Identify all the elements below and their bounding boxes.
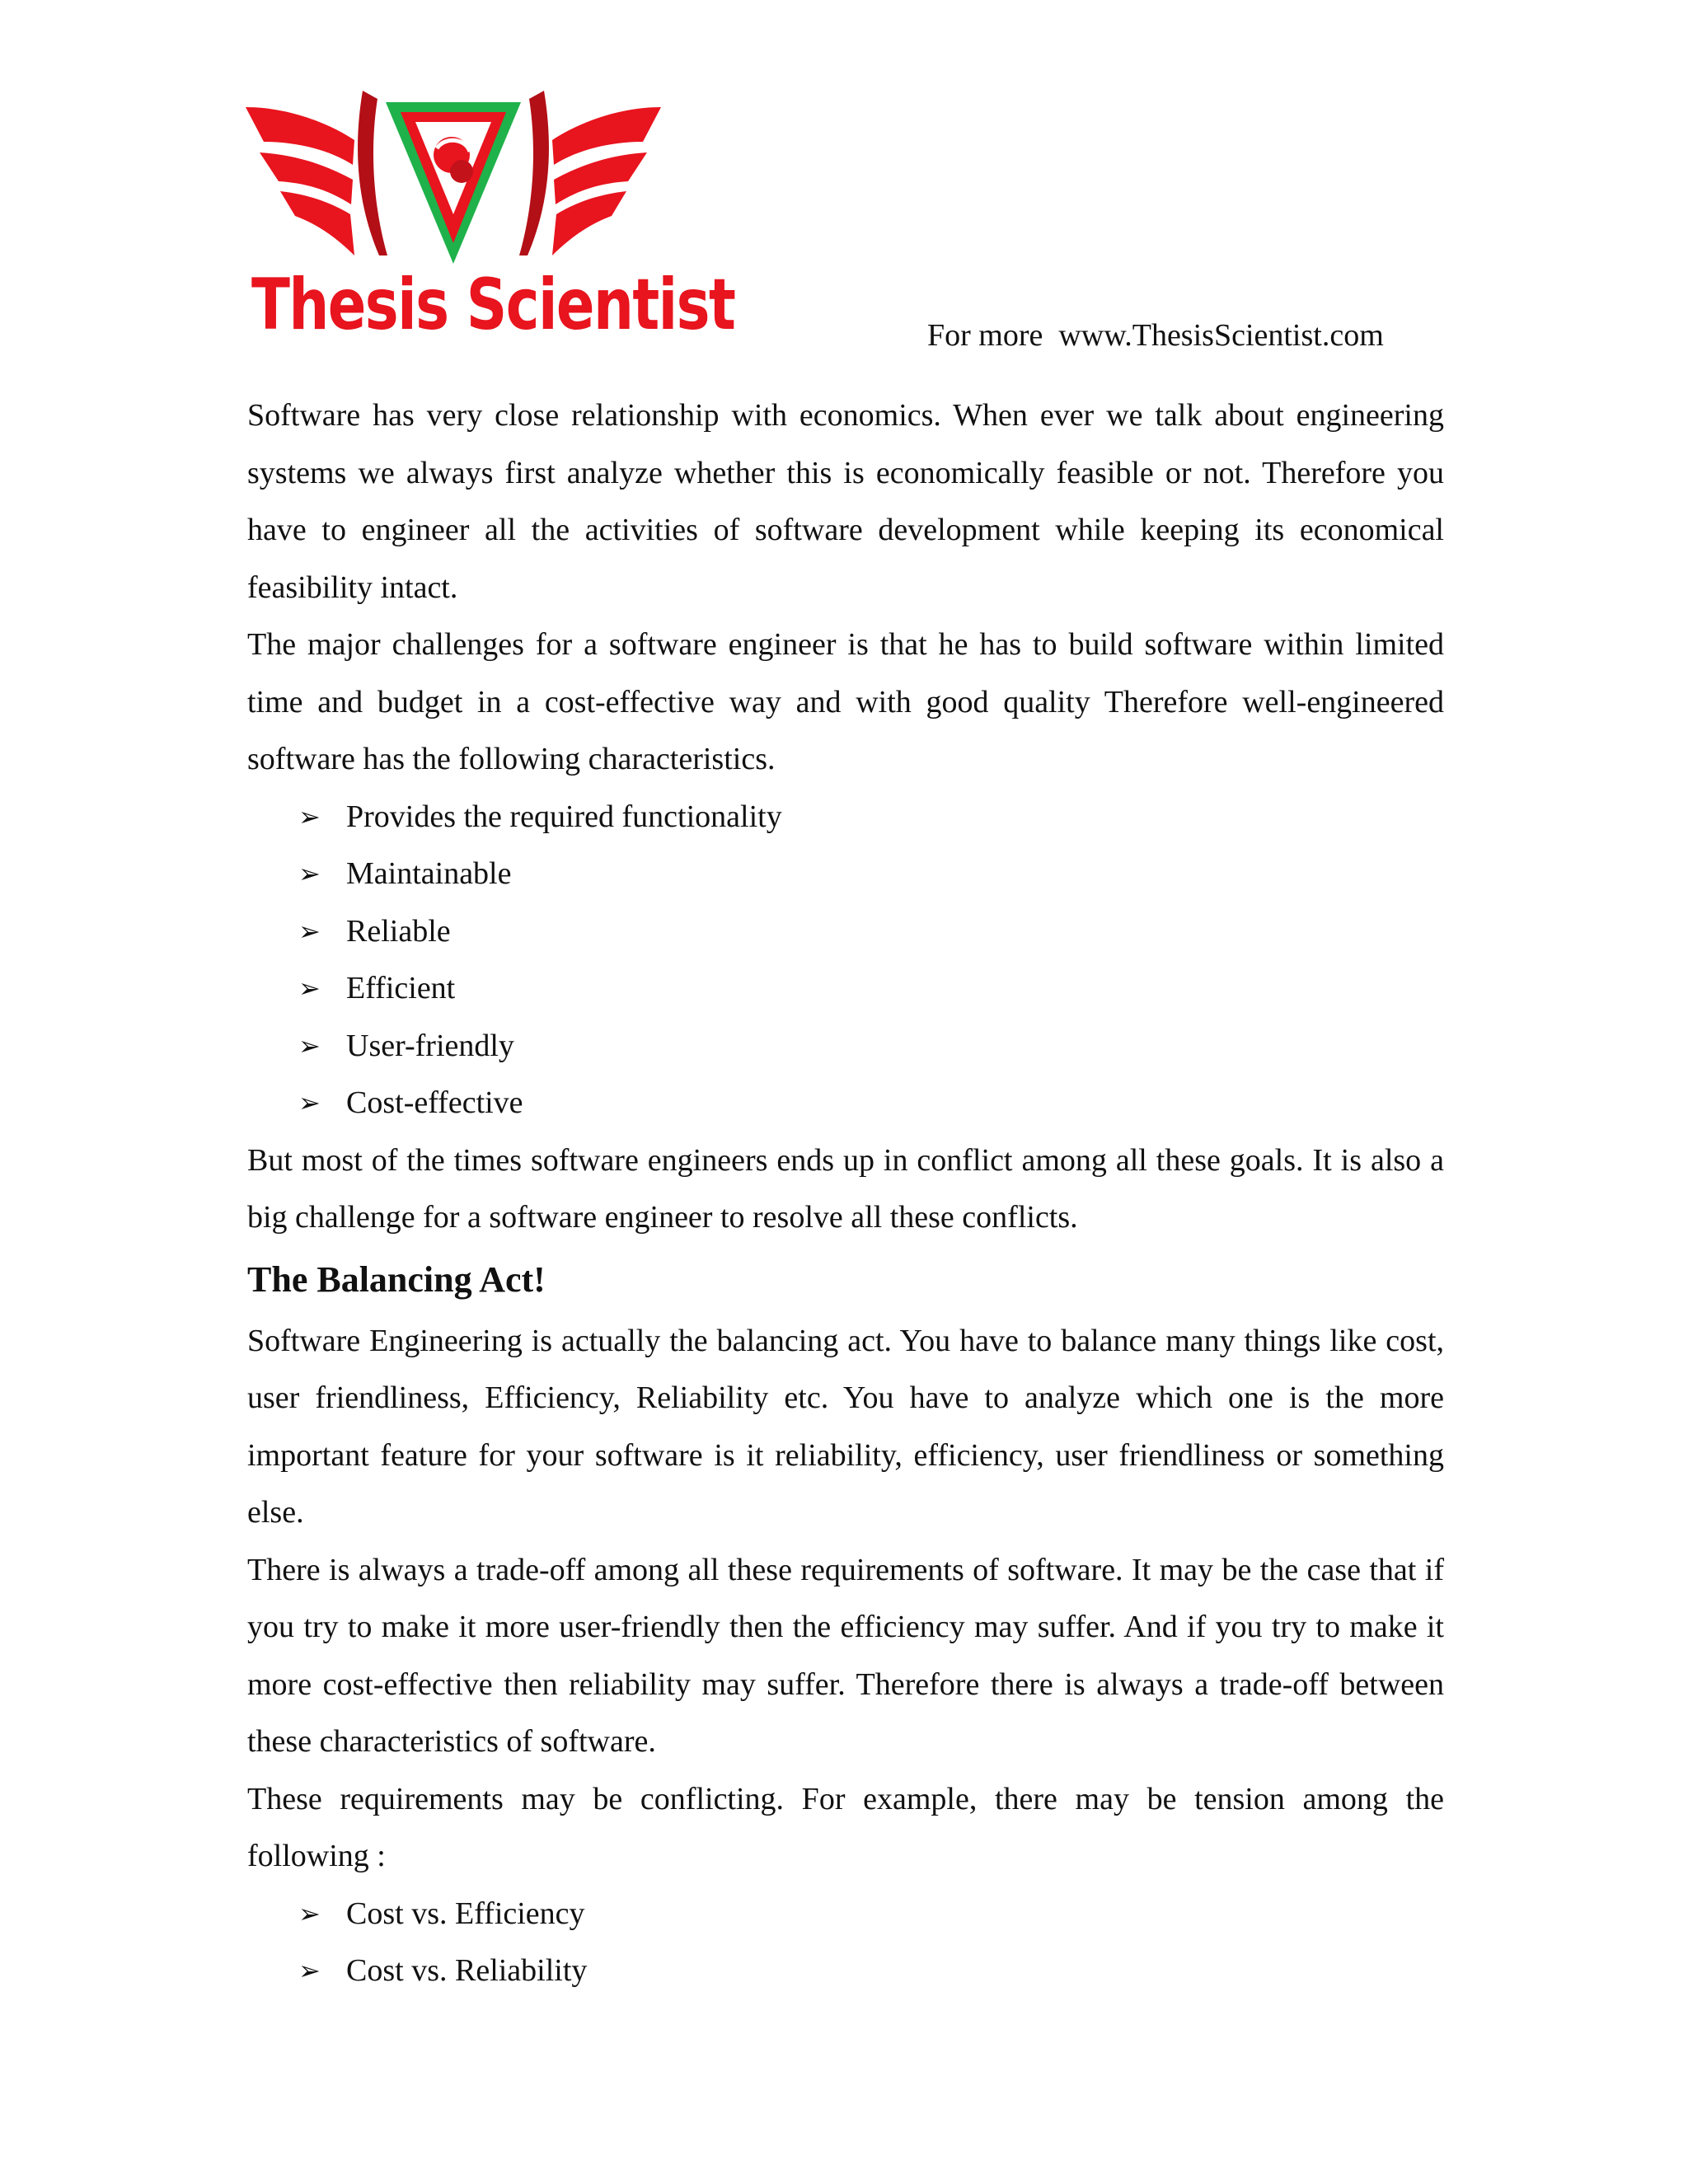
paragraph-economics: Software has very close relationship with economics. When ever we talk about engineering systems we always first analyze whether this is economically feasible or not. Therefore you have to engineer all the activities of software development while keeping its economical feasibility intact. [247,398,1444,605]
brand-logo [239,91,735,363]
section-heading: The Balancing Act! [247,1258,546,1300]
arrowhead-bullet-icon: ➢ [298,858,321,889]
paragraph-trade-off: There is always a trade-off among all these requirements of software. It may be the case that if you try to make it more user-friendly then the efficiency may suffer. And if you try to make it more cost-effective then reliability may suffer. Therefore there is always a trade-off between these characteristics of software. [247,1552,1444,1759]
paragraph-requirements: These requirements may be conflicting. For example, there may be tension among the following : [247,1781,1444,1873]
list-item [247,789,1444,846]
arrowhead-bullet-icon: ➢ [298,1087,321,1118]
tensions-list [247,1886,1444,2000]
website-link[interactable]: For more www.ThesisScientist.com [927,318,1384,353]
paragraph-conflicts: But most of the times software engineers ends up in conflict among all these goals. It is also a big challenge for a software engineer to resolve all these conflicts. [247,1142,1444,1235]
paragraph-balancing: Software Engineering is actually the balancing act. You have to balance many things like cost, user friendliness, Efficiency, Reliability etc. You have to analyze which one is the more important feature for your software is it reliability, efficiency, user friendliness or something else. [247,1323,1444,1530]
list-item-label: Cost vs. Efficiency [346,1896,585,1931]
list-item [247,1075,1444,1132]
arrowhead-bullet-icon: ➢ [298,1029,321,1062]
arrowhead-bullet-icon: ➢ [298,1955,321,1986]
arrowhead-bullet-icon: ➢ [298,1897,321,1929]
main-content [247,387,1444,2000]
list-item-label: User-friendly [346,1028,514,1063]
arrowhead-bullet-icon: ➢ [298,915,321,947]
list-item [247,960,1444,1018]
paragraph-challenges: The major challenges for a software engineer is that he has to build software within limited time and budget in a cost-effective way and with good quality Therefore well-engineered software has the following characteristics. [247,627,1444,776]
list-item [247,1943,1444,2000]
list-item-label: Cost vs. Reliability [346,1953,588,1988]
list-item [247,1018,1444,1076]
winged-triangle-logo-icon [239,91,668,272]
list-item-label: Maintainable [346,856,512,891]
brand-name: Thesis Scientist [251,264,735,346]
list-item [247,846,1444,903]
arrowhead-bullet-icon: ➢ [298,972,321,1004]
list-item-label: Efficient [346,971,456,1005]
list-item [247,1886,1444,1943]
list-item [247,903,1444,961]
list-item-label: Provides the required functionality [346,799,782,834]
list-item-label: Reliable [346,913,451,949]
list-item-label: Cost-effective [346,1085,523,1120]
characteristics-list [247,789,1444,1132]
arrowhead-bullet-icon: ➢ [298,800,321,832]
